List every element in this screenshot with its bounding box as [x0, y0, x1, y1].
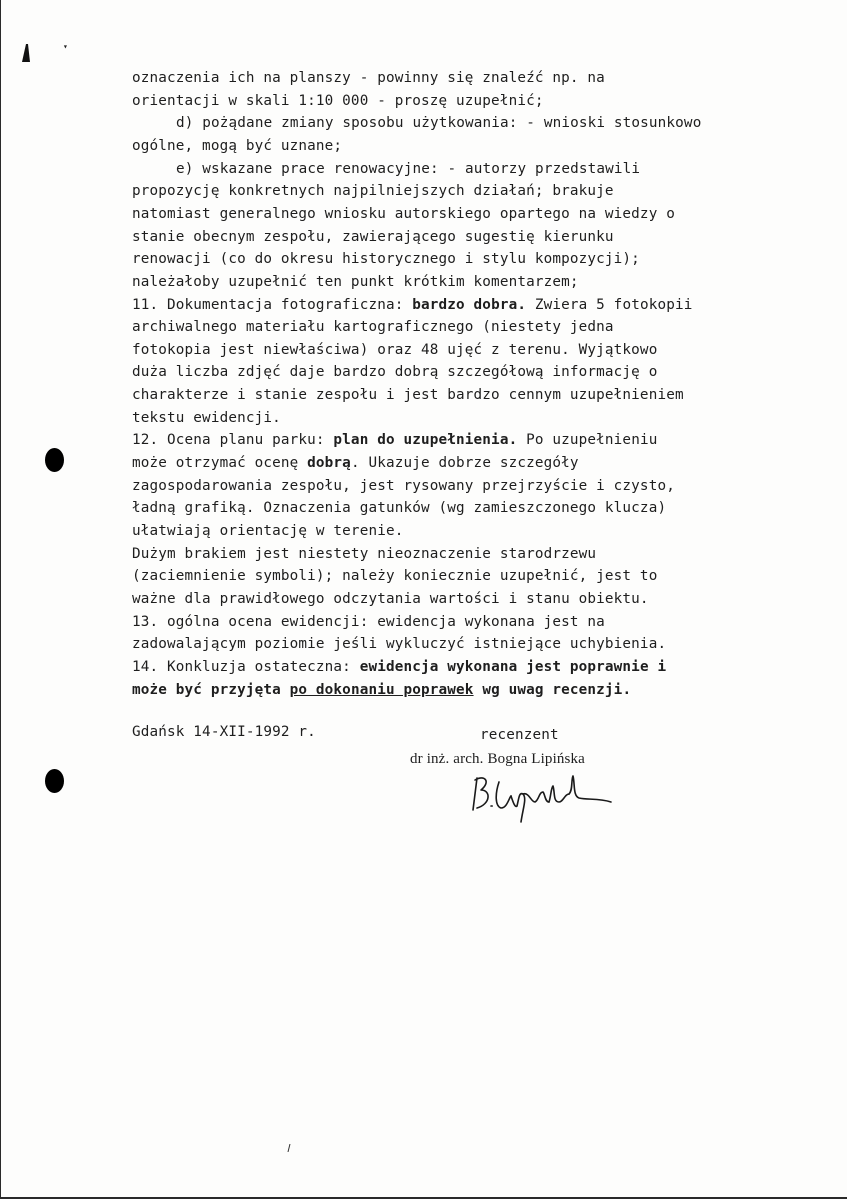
text-fragment: archiwalnego materiału kartograficznego (niestety jedna — [132, 319, 614, 335]
text-fragment: Zwiera 5 fotokopii — [526, 297, 693, 313]
text-line — [132, 614, 605, 630]
text-line — [176, 115, 701, 131]
punch-hole-icon — [45, 769, 64, 793]
text-line — [132, 319, 614, 335]
text-line — [132, 682, 631, 698]
text-line — [132, 523, 403, 539]
text-fragment: 12. Ocena planu parku: — [132, 432, 334, 448]
text-line — [132, 659, 666, 675]
text-fragment: ewidencja wykonana jest poprawnie i — [359, 659, 667, 675]
text-fragment: po dokonaniu poprawek — [289, 682, 474, 698]
reviewer-name: dr inż. arch. Bogna Lipińska — [410, 751, 585, 767]
text-line — [132, 591, 649, 607]
text-fragment: zadowalającym poziomie jeśli wykluczyć istniejące uchybienia. — [132, 636, 667, 652]
text-fragment: ułatwiają orientację w terenie. — [132, 523, 404, 539]
text-line — [132, 455, 579, 471]
text-line — [132, 297, 693, 313]
corner-mark-icon — [19, 40, 33, 64]
text-fragment: d) pożądane zmiany sposobu użytkowania: - wnioski stosunkowo — [176, 115, 702, 131]
text-fragment: e) wskazane prace renowacyjne: - autorzy przedstawili — [176, 161, 641, 177]
text-fragment: charakterze i stanie zespołu i jest bardzo cennym uzupełnieniem — [132, 387, 684, 403]
text-fragment: zagospodarowania zespołu, jest rysowany przejrzyście i czysto, — [132, 478, 675, 494]
text-line — [132, 478, 675, 494]
text-fragment: natomiast generalnego wniosku autorskiego opartego na wiedzy o — [132, 206, 675, 222]
text-line — [132, 500, 666, 516]
text-line — [132, 251, 640, 267]
text-fragment: tekstu ewidencji. — [132, 410, 281, 426]
text-fragment: może być przyjęta — [132, 682, 290, 698]
text-fragment: orientacji w skali 1:10 000 - proszę uzupełnić; — [132, 93, 544, 109]
text-fragment: plan do uzupełnienia. — [333, 432, 518, 448]
text-fragment: Po uzupełnieniu — [517, 432, 658, 448]
text-line — [132, 70, 605, 86]
text-line — [132, 274, 579, 290]
text-line — [132, 364, 657, 380]
place-date: Gdańsk 14-XII-1992 r. — [132, 724, 316, 740]
tick-mark-icon: ▾ — [63, 42, 68, 51]
text-fragment: . Ukazuje dobrze szczegóły — [350, 455, 579, 471]
text-fragment: Dużym brakiem jest niestety nieoznaczenie starodrzewu — [132, 546, 597, 562]
text-fragment: (zaciemnienie symboli); należy koniecznie uzupełnić, jest to — [132, 568, 658, 584]
text-fragment: wg uwag recenzji. — [473, 682, 632, 698]
text-line — [132, 568, 657, 584]
text-line — [132, 93, 544, 109]
text-line — [132, 206, 675, 222]
text-fragment: 14. Konkluzja ostateczna: — [132, 659, 360, 675]
signature-icon — [461, 768, 626, 828]
text-fragment: oznaczenia ich na planszy - powinny się znaleźć np. na — [132, 70, 605, 86]
text-fragment: ładną grafiką. Oznaczenia gatunków (wg zamieszczonego klucza) — [132, 500, 667, 516]
text-fragment: należałoby uzupełnić ten punkt krótkim komentarzem; — [132, 274, 579, 290]
text-fragment: ważne dla prawidłowego odczytania wartości i stanu obiektu. — [132, 591, 649, 607]
text-fragment: 13. ogólna ocena ewidencji: ewidencja wykonana jest na — [132, 614, 605, 630]
text-line — [132, 387, 684, 403]
text-fragment: renowacji (co do okresu historycznego i stylu kompozycji); — [132, 251, 640, 267]
text-line — [132, 546, 596, 562]
text-line — [132, 138, 342, 154]
text-line — [132, 432, 657, 448]
text-line — [132, 636, 666, 652]
text-fragment: ogólne, mogą być uznane; — [132, 138, 343, 154]
text-line — [132, 183, 614, 199]
text-fragment: bardzo dobra. — [412, 297, 527, 313]
reviewer-role: recenzent — [480, 727, 559, 743]
text-fragment: propozycję konkretnych najpilniejszych działań; brakuje — [132, 183, 614, 199]
scan-mark-icon — [287, 1144, 291, 1152]
text-fragment: stanie obecnym zespołu, zawierającego sugestię kierunku — [132, 229, 614, 245]
text-fragment: dobrą — [307, 455, 351, 471]
punch-hole-icon — [45, 448, 64, 472]
text-line — [176, 161, 640, 177]
text-fragment: 11. Dokumentacja fotograficzna: — [132, 297, 413, 313]
text-fragment: fotokopia jest niewłaściwa) oraz 48 ujęć z terenu. Wyjątkowo — [132, 342, 658, 358]
text-line — [132, 342, 657, 358]
text-line — [132, 229, 614, 245]
text-line — [132, 410, 281, 426]
text-fragment: duża liczba zdjęć daje bardzo dobrą szczegółową informację o — [132, 364, 658, 380]
text-fragment: może otrzymać ocenę — [132, 455, 308, 471]
